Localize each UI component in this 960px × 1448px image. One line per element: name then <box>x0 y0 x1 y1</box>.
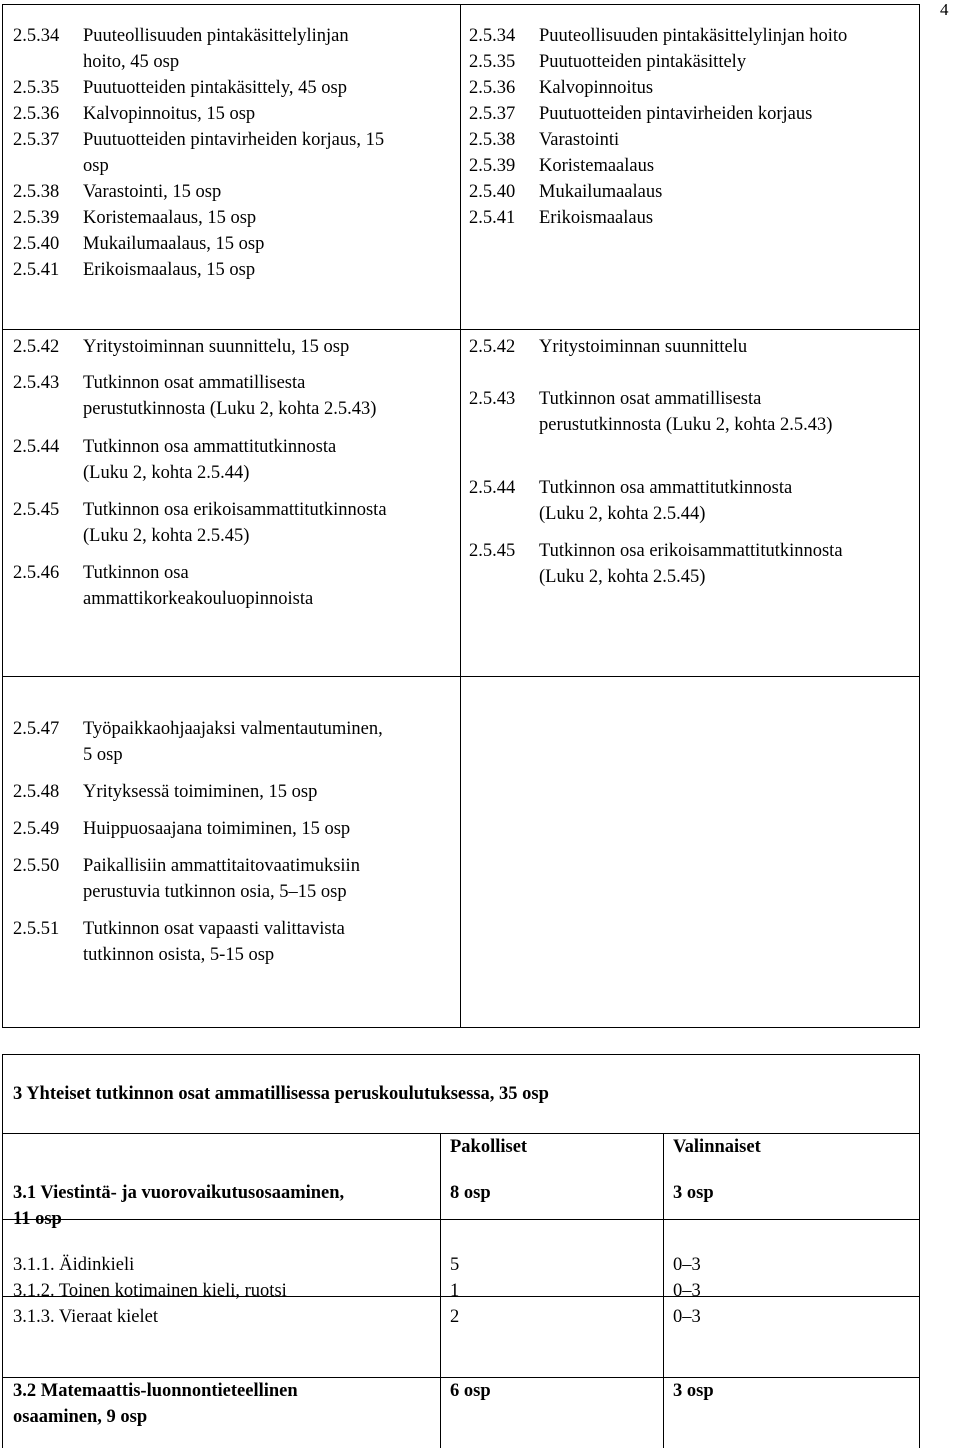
row-label: 3.2 Matemaattis-luonnontieteellinen <box>13 1381 298 1401</box>
block-tyopaikka: 2.5.47 Työpaikkaohjaajaksi valmentautuminen, 5 osp 2.5.48 Yrityksessä toimiminen, 15 osp 2.5.49 Huippuosaajana toimiminen, 15 osp 2.5.50 Paikallisiin ammattitaitovaatimuksiin perustuvia tutkinnon osia, 5–15 osp 2.5.51 Tutkinnon osat vapaasti valittavista tutkinnon osista, 5-15 osp <box>2 676 920 1028</box>
cell-pakolliset: 5 <box>450 1255 460 1275</box>
row-label: 3.1 Viestintä- ja vuorovaikutusosaaminen, <box>13 1183 345 1203</box>
page-number: 4 <box>940 0 949 19</box>
cell-valinnaiset: 3 osp <box>673 1183 714 1203</box>
col-header-valinnaiset: Valinnaiset <box>673 1137 761 1157</box>
cell-valinnaiset: 0–3 <box>673 1281 701 1301</box>
col-header-pakolliset: Pakolliset <box>450 1137 528 1157</box>
row-label: 3.1.1. Äidinkieli <box>13 1255 135 1275</box>
row-label: 3.1.3. Vieraat kielet <box>13 1307 158 1327</box>
block-pintakasittely: 2.5.34 Puuteollisuuden pintakäsittelylinjan hoito, 45 osp 2.5.35 Puutuotteiden pintakäsittely, 45 osp 2.5.36 Kalvopinnoitus, 15 osp 2.5.37 Puutuotteiden pintavirheiden korjaus, 15 osp 2.5.38 Varastointi, 15 osp 2.5.39 Koristemaalaus, 15 osp 2.5.40 Mukailumaalaus, 15 osp 2.5.41 Erikoismaalaus, 15 osp 2.5.34 Puuteollisuuden pintakäsittelylinjan hoito 2.5.35 Puutuotteiden pintakäsittely 2.5.36 Kalvopinnoitus 2.5.37 Puutuotteiden pintavirheiden korjaus 2.5.38 Varastointi 2.5.39 Koristemaalaus 2.5.40 Mukailumaalaus 2.5.41 Erikoismaalaus <box>2 4 920 330</box>
cell-pakolliset: 6 osp <box>450 1381 491 1401</box>
row-label-cont: 11 osp <box>13 1209 62 1229</box>
cell-valinnaiset: 3 osp <box>673 1381 714 1401</box>
cell-valinnaiset: 0–3 <box>673 1307 701 1327</box>
cell-pakolliset: 2 <box>450 1307 460 1327</box>
cell-pakolliset: 8 osp <box>450 1183 491 1203</box>
table-title: 3 Yhteiset tutkinnon osat ammatillisessa peruskoulutuksessa, 35 osp <box>13 1084 549 1104</box>
row-label: 3.1.2. Toinen kotimainen kieli, ruotsi <box>13 1281 287 1301</box>
block-yritystoiminta: 2.5.42 Yritystoiminnan suunnittelu, 15 osp 2.5.43 Tutkinnon osat ammatillisesta perustutkinnosta (Luku 2, kohta 2.5.43) 2.5.44 Tutkinnon osa ammattitutkinnosta (Luku 2, kohta 2.5.44) 2.5.45 Tutkinnon osa erikoisammattitutkinnosta (Luku 2, kohta 2.5.45) 2.5.46 Tutkinnon osa ammattikorkeakouluopinnoista 2.5.42 Yritystoiminnan suunnittelu 2.5.43 Tutkinnon osat ammatillisesta perustutkinnosta (Luku 2, kohta 2.5.43) 2.5.44 Tutkinnon osa ammattitutkinnosta (Luku 2, kohta 2.5.44) 2.5.45 Tutkinnon osa erikoisammattitutkinnosta (Luku 2, kohta 2.5.45) <box>2 329 920 677</box>
cell-valinnaiset: 0–3 <box>673 1255 701 1275</box>
yhteiset-table <box>2 1054 920 1448</box>
cell-pakolliset: 1 <box>450 1281 460 1301</box>
row-label-cont: osaaminen, 9 osp <box>13 1407 148 1427</box>
